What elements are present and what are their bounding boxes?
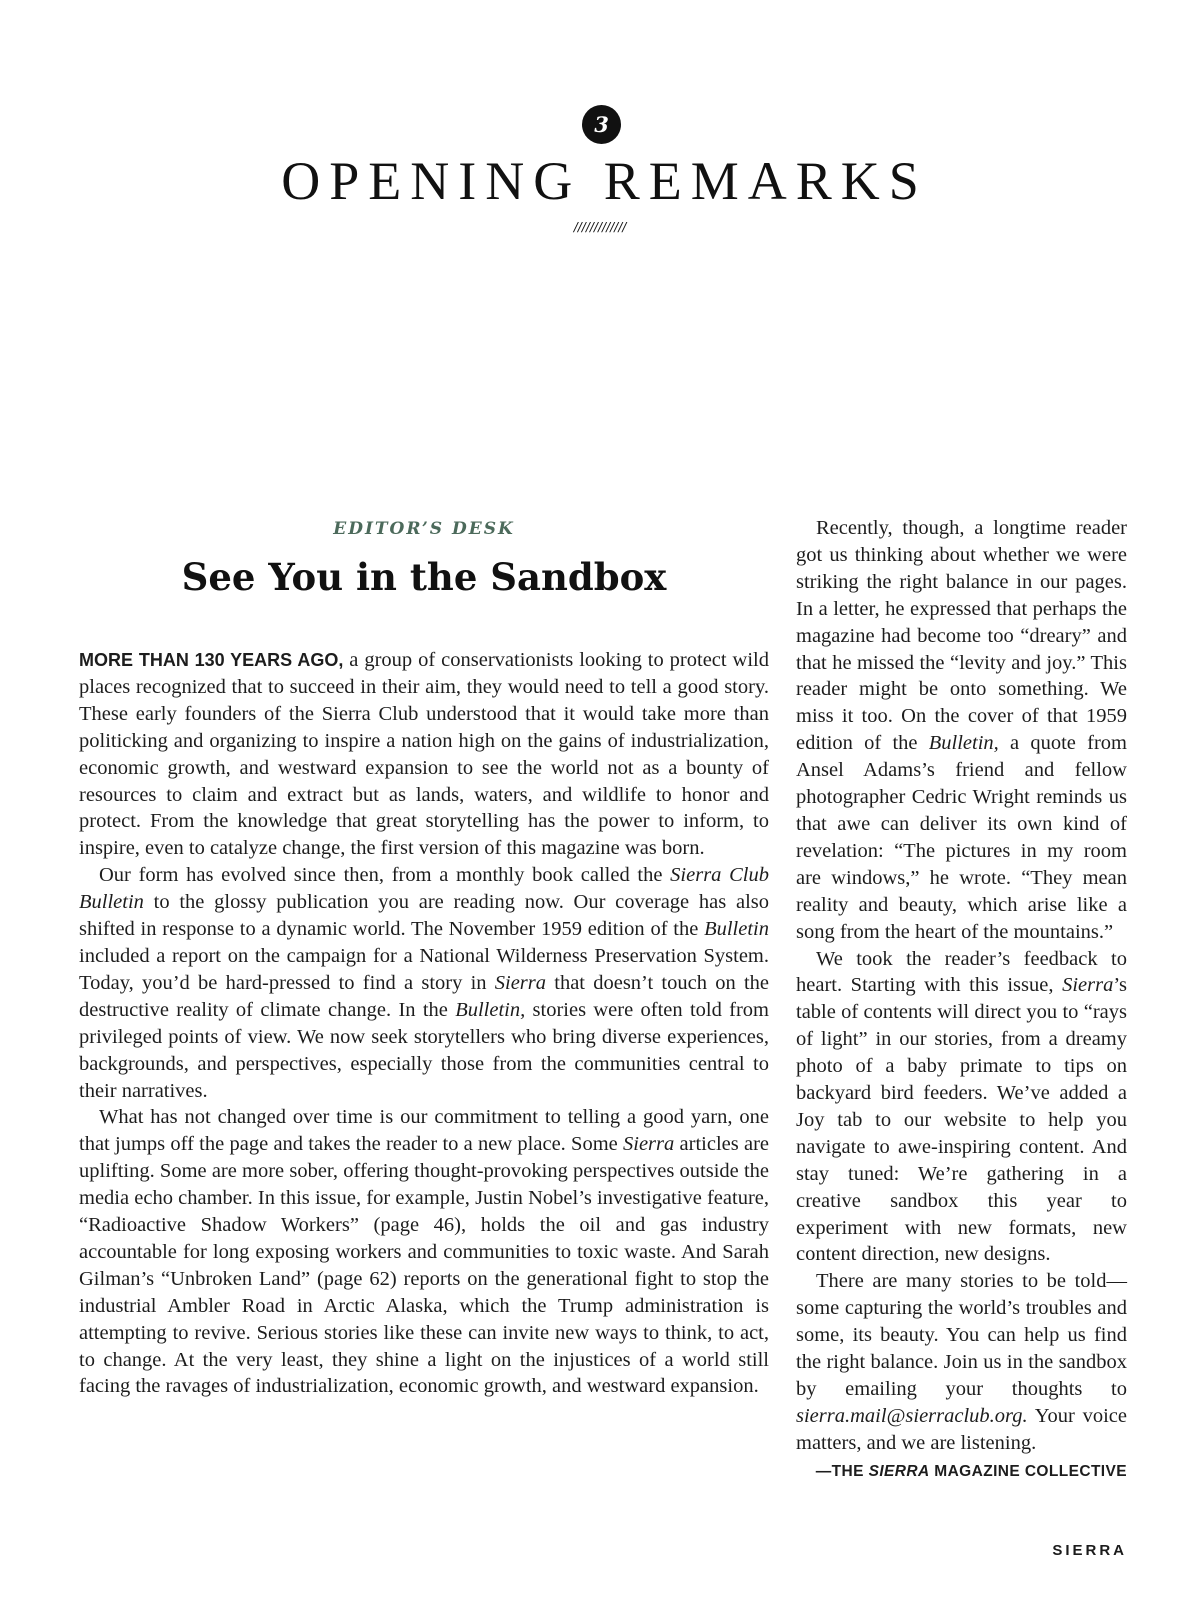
text-run: articles are uplifting. Some are more sober, offering thought-provoking perspectives outside the media echo chamber. In this issue, for example, Justin Nobel’s investigative feature, “Radioactive Shadow Workers” (page 46), holds the oil and gas industry accountable for long exposing workers and communities to toxic waste. And Sarah Gilman’s “Unbroken Land” (page 62) reports on the generational fight to stop the industrial Ambler Road in Arctic Alaska, which the Trump administration is attempting to revive. Serious stories like these can invite new ways to think, to act, to change. At the very least, they shine a light on the injustices of a world still facing the ravages of industrialization, economic growth, and westward expansion.	[79, 1133, 769, 1398]
text-run: Recently, though, a longtime reader got us thinking about whether we were striking the right balance in our pages. In a letter, he expressed that perhaps the magazine had become too “dreary” and that he missed the “levity and joy.” This reader might be onto something. We miss it too. On the cover of that 1959 edition of the	[796, 517, 1127, 755]
text-run: a quote from Ansel Adams’s friend and fellow photographer Cedric Wright reminds us that awe can deliver its own kind of revelation: “The pictures in my room are windows,” he wrote. “They mean reality and beauty, which arise like a song from the heart of the mountains.”	[796, 732, 1127, 943]
text-run: included a report on the campaign for a National Wilderness Preservation System. Today, you’d be hard-pressed to find a story in	[79, 944, 769, 994]
paragraph-3	[79, 1104, 769, 1400]
signature-rest: MAGAZINE COLLECTIVE	[929, 1462, 1127, 1480]
paragraph-1	[79, 647, 769, 862]
section-title: OPENING REMARKS	[281, 151, 928, 211]
lead-in: MORE THAN 130 YEARS AGO,	[79, 650, 344, 670]
signature	[796, 1459, 1127, 1486]
signature-dash: —THE	[815, 1462, 869, 1480]
italic-run: Sierra	[623, 1133, 675, 1156]
italic-run: Bulletin	[704, 918, 769, 941]
text-run: that doesn’t touch on the destructive reality of climate change. In the	[79, 971, 769, 1021]
article-kicker: EDITOR’S DESK	[333, 519, 515, 539]
italic-run: Sierra Club Bulletin	[79, 864, 769, 914]
paragraph-2	[79, 862, 769, 1104]
article-column-right	[796, 515, 1127, 1486]
paragraph-6	[796, 1268, 1127, 1456]
article-headline: See You in the Sandbox	[181, 555, 667, 599]
italic-run: Sierra	[494, 971, 547, 994]
text-run: What has not changed over time is our commitment to telling a good yarn, one that jumps off the page and takes the reader to a new place. Some	[79, 1106, 769, 1156]
decorative-hatch-rule: /////////////	[573, 220, 627, 234]
italic-run: Bulletin,	[928, 732, 999, 755]
signature-italic: SIERRA	[868, 1462, 930, 1480]
text-run: We took the reader’s feedback to heart. Starting with this issue,	[796, 947, 1127, 997]
text-run: to the glossy publication you are reading now. Our coverage has also shifted in response to a dynamic world. The November 1959 edition of the	[79, 891, 769, 941]
paragraph-1-text: a group of conservationists looking to protect wild places recognized that to succeed in their aim, they would need to tell a good story. These early founders of the Sierra Club understood that it would take more than politicking and organizing to inspire a nation high on the gains of industrialization, economic growth, and westward expansion to see the world not as a bounty of resources to claim and extract but as lands, waters, and wildlife to honor and protect. From the knowledge that great storytelling has the power to inform, to inspire, even to catalyze change, the first version of this magazine was born.	[79, 649, 769, 860]
text-run: ’s table of contents will direct you to “rays of light” in our stories, from a dreamy photo of a baby primate to tips on backyard bird feeders. We’ve added a Joy tab to our website to help you navigate to awe-inspiring content. And stay tuned: We’re gathering in a creative sandbox this year to experiment with new formats, new content direction, new designs.	[796, 974, 1127, 1266]
text-run: stories were often told from privileged points of view. We now seek storytellers who bring diverse experiences, backgrounds, and perspectives, especially those from the communities central to their narratives.	[79, 998, 769, 1102]
italic-run: Bulletin,	[455, 998, 526, 1021]
section-number: 3	[594, 112, 609, 137]
section-number-badge	[582, 105, 621, 144]
email-link[interactable]: sierra.mail@sierraclub.org.	[796, 1404, 1028, 1427]
text-run: There are many stories to be told—some capturing the world’s troubles and some, its beauty. You can help us find the right balance. Join us in the sandbox by emailing your thoughts to	[796, 1270, 1127, 1400]
paragraph-4	[796, 515, 1127, 946]
text-run: Our form has evolved since then, from a monthly book called the	[99, 864, 671, 887]
article-column-left	[79, 647, 769, 1400]
footer-brand: SIERRA	[1052, 1542, 1127, 1559]
italic-run: Sierra	[1062, 974, 1114, 997]
paragraph-5	[796, 946, 1127, 1269]
text-run: Your voice matters, and we are listening.	[796, 1404, 1127, 1454]
